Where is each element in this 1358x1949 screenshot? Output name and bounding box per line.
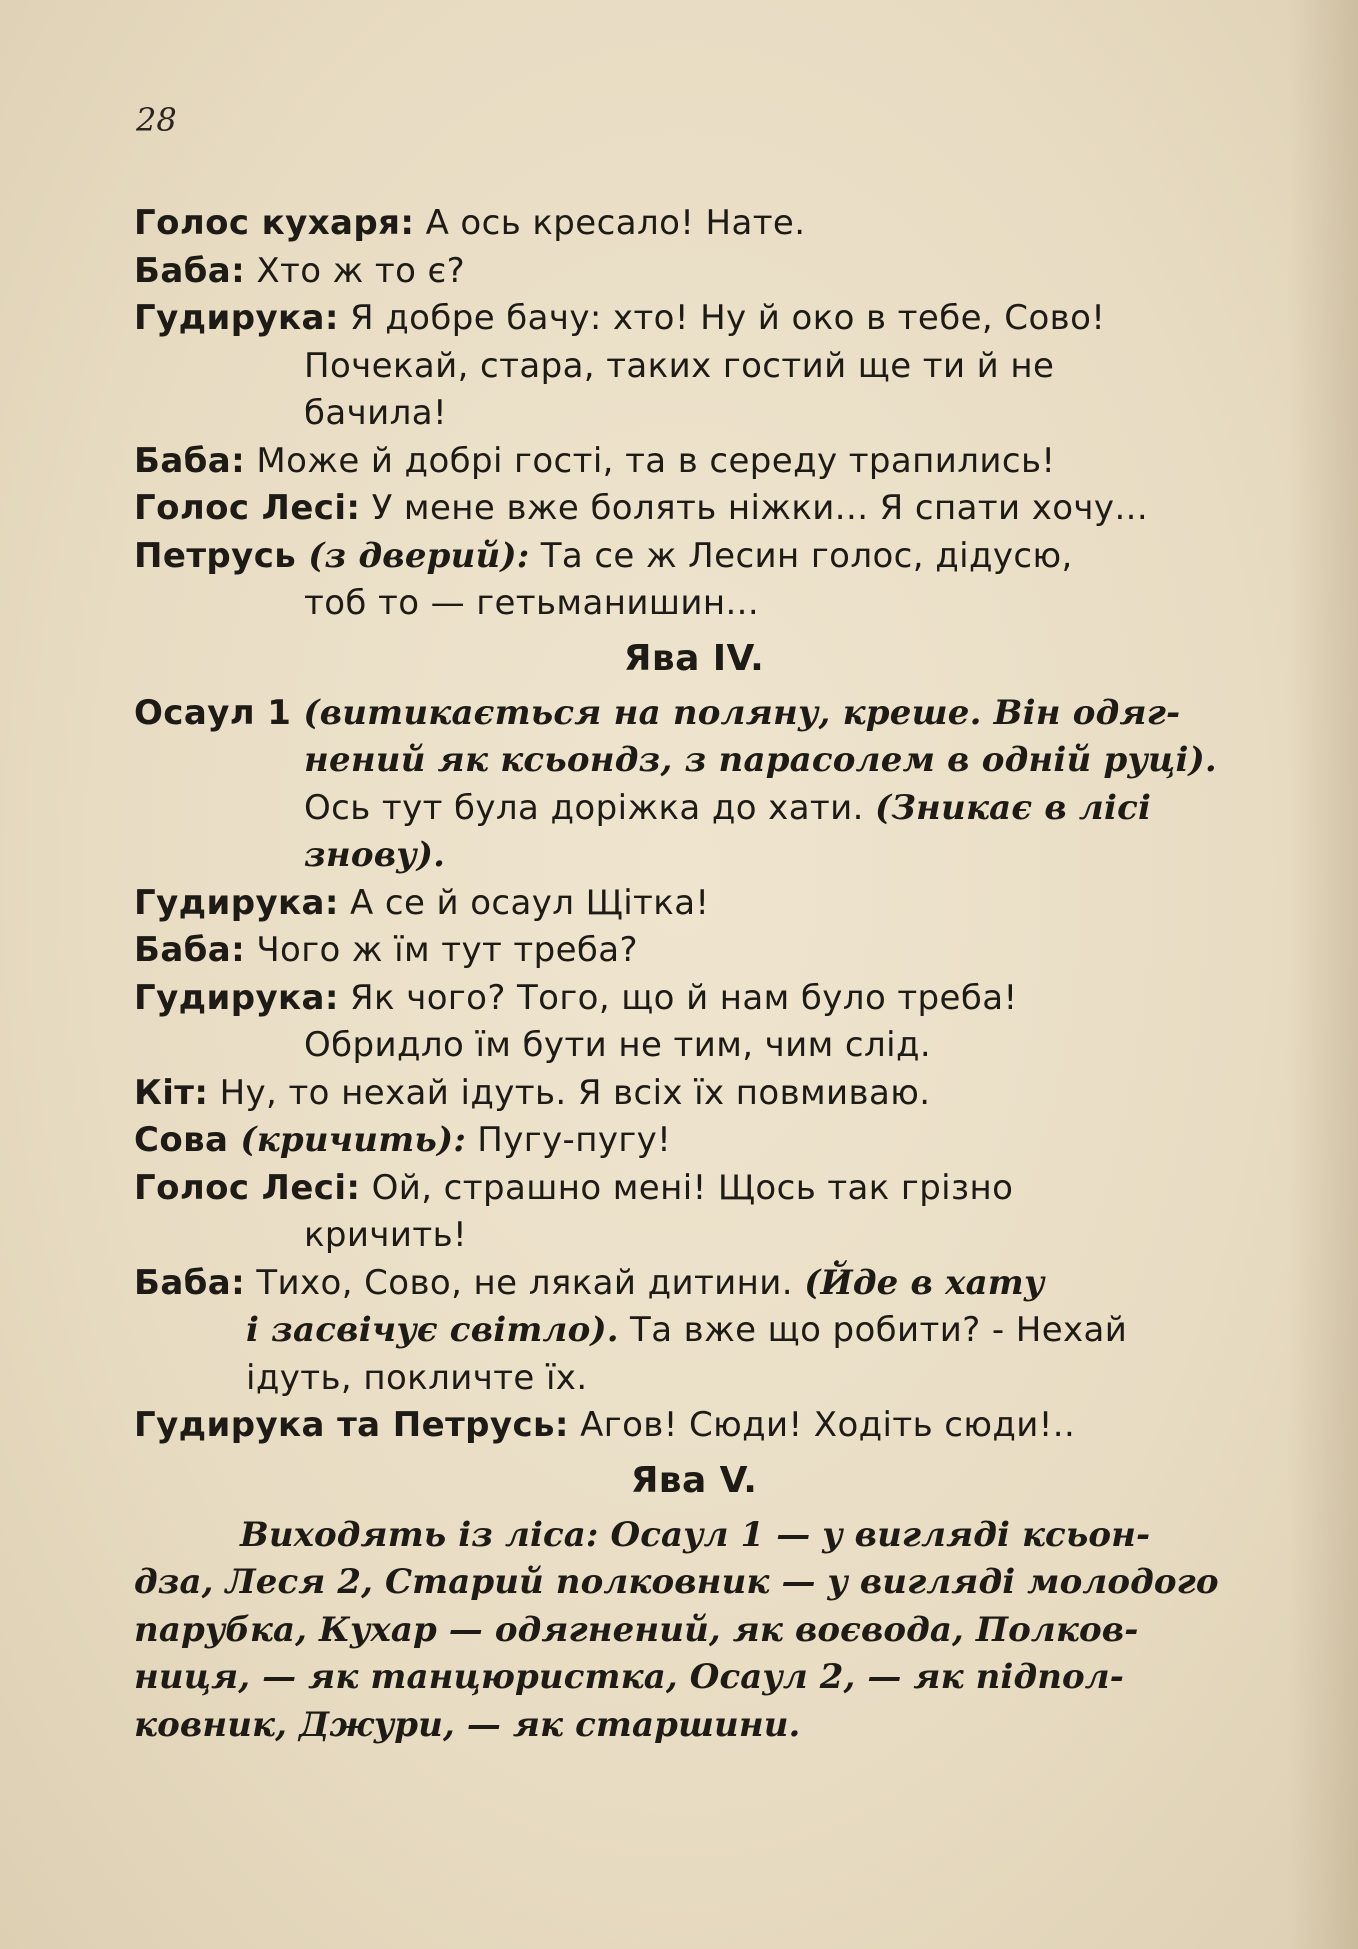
narrative-line: парубка, Кухар — одягнений, як воєвода, Полков- [134, 1609, 1139, 1650]
dialogue-text: Хто ж то є? [245, 250, 466, 291]
dialogue-line [134, 438, 1254, 486]
stage-direction: нений як ксьондз, з парасолем в одній руці). [304, 740, 1217, 780]
dialogue-line [134, 1117, 1254, 1165]
dialogue-line [134, 485, 1254, 533]
dialogue-continuation [134, 832, 1254, 880]
speaker-name: Гудирука: [134, 977, 339, 1018]
dialogue-text: Може й добрі гості, та в середу трапились! [245, 440, 1056, 481]
dialogue-line [134, 927, 1254, 975]
dialogue-text: А ось кресало! Нате. [414, 203, 806, 243]
stage-direction: знову). [304, 835, 446, 875]
narrative-line: дза, Леся 2, Старий полковник — у вигляді молодого [134, 1562, 1219, 1602]
dialogue-text: Ой, страшно мені! Щось так грізно [360, 1167, 1014, 1208]
dialogue-continuation [134, 737, 1254, 785]
dialogue-continuation [134, 343, 1254, 391]
dialogue-continuation [134, 1355, 1254, 1403]
dialogue-continuation [134, 1307, 1254, 1355]
dialogue-text: Та се ж Лесин голос, дідусю, [529, 535, 1073, 576]
dialogue-text: Агов! Сюди! Ходіть сюди!.. [568, 1405, 1076, 1445]
speaker-name: Петрусь [134, 535, 297, 576]
dialogue-line [134, 1260, 1254, 1308]
speaker-name: Голос Лесі: [134, 1167, 361, 1208]
dialogue-text: бачила! [304, 393, 447, 433]
dialogue-continuation [134, 785, 1254, 833]
dialogue-text: Та вже що робити? - Нехай [618, 1310, 1128, 1350]
dialogue-text: Почекай, стара, таких гостий ще ти й не [304, 345, 1055, 386]
dialogue-line [134, 690, 1254, 738]
dialogue-line [134, 1165, 1254, 1213]
dialogue-line [134, 975, 1254, 1023]
dialogue-line [134, 1070, 1254, 1118]
dialogue-line [134, 295, 1254, 343]
speaker-name: Баба: [134, 1262, 246, 1303]
dialogue-text: Ну, то нехай ідуть. Я всіх їх повмиваю. [208, 1072, 931, 1113]
speaker-name: Осаул 1 [134, 692, 292, 733]
dialogue-text: ідуть, покличте їх. [246, 1357, 588, 1398]
narrative-line: Виходять із ліса: Осаул 1 — у вигляді ксьон- [240, 1514, 1151, 1555]
dialogue-text: кричить! [304, 1215, 468, 1255]
speaker-name: Баба: [134, 930, 246, 970]
speaker-name: Голос кухаря: [134, 203, 415, 243]
page-number: 28 [136, 101, 177, 139]
dialogue-continuation [134, 1212, 1254, 1260]
stage-direction: (кричить): [228, 1120, 467, 1160]
narrative-line: ниця, — як танцюристка, Осаул 2, — як підпол- [134, 1657, 1124, 1697]
scene-heading: Ява IV. [623, 637, 765, 679]
speaker-name: Кіт: [134, 1072, 209, 1113]
stage-direction: і засвічує світло). [246, 1310, 619, 1350]
dialogue-text: Я добре бачу: хто! Ну й око в тебе, Сово! [338, 298, 1106, 338]
stage-direction: (з дверий): [296, 535, 530, 576]
dialogue-continuation [134, 580, 1254, 628]
speaker-name: Баба: [134, 440, 246, 481]
stage-direction: (витикається на поляну, креше. Він одяг- [291, 692, 1181, 733]
speaker-name: Гудирука та Петрусь: [134, 1405, 569, 1445]
dialogue-line [134, 533, 1254, 581]
dialogue-continuation [134, 1022, 1254, 1070]
stage-narrative [134, 1512, 1254, 1750]
dialogue-line [134, 1402, 1254, 1450]
dialogue-text: Обридло їм бути не тим, чим слід. [304, 1025, 932, 1065]
dialogue-text: Тихо, Сово, не лякай дитини. [245, 1262, 805, 1303]
scene-heading: Ява V. [630, 1459, 758, 1501]
stage-direction: (Зникає в лісі [875, 787, 1152, 828]
stage-direction: (Йде в хату [804, 1262, 1045, 1303]
dialogue-line [134, 248, 1254, 296]
dialogue-text: У мене вже болять ніжки... Я спати хочу... [360, 488, 1149, 528]
speaker-name: Баба: [134, 250, 246, 291]
speaker-name: Сова [134, 1120, 229, 1160]
speaker-name: Гудирука: [134, 298, 339, 338]
page-edge-shadow [1288, 0, 1358, 1949]
dialogue-text: Ось тут була доріжка до хати. [304, 787, 876, 828]
narrative-line: ковник, Джури, — як старшини. [134, 1704, 801, 1745]
dialogue-text: А се й осаул Щітка! [338, 882, 710, 923]
dialogue-text: тоб то — гетьманишин... [304, 583, 760, 623]
dialogue-line [134, 880, 1254, 928]
speaker-name: Гудирука: [134, 882, 339, 923]
dialogue-line [134, 200, 1254, 248]
dialogue-text: Чого ж їм тут треба? [245, 930, 638, 970]
dialogue-text: Як чого? Того, що й нам було треба! [338, 977, 1018, 1018]
dialogue-continuation [134, 390, 1254, 438]
page-content [134, 200, 1254, 1749]
speaker-name: Голос Лесі: [134, 488, 361, 528]
dialogue-text: Пугу-пугу! [466, 1120, 672, 1160]
